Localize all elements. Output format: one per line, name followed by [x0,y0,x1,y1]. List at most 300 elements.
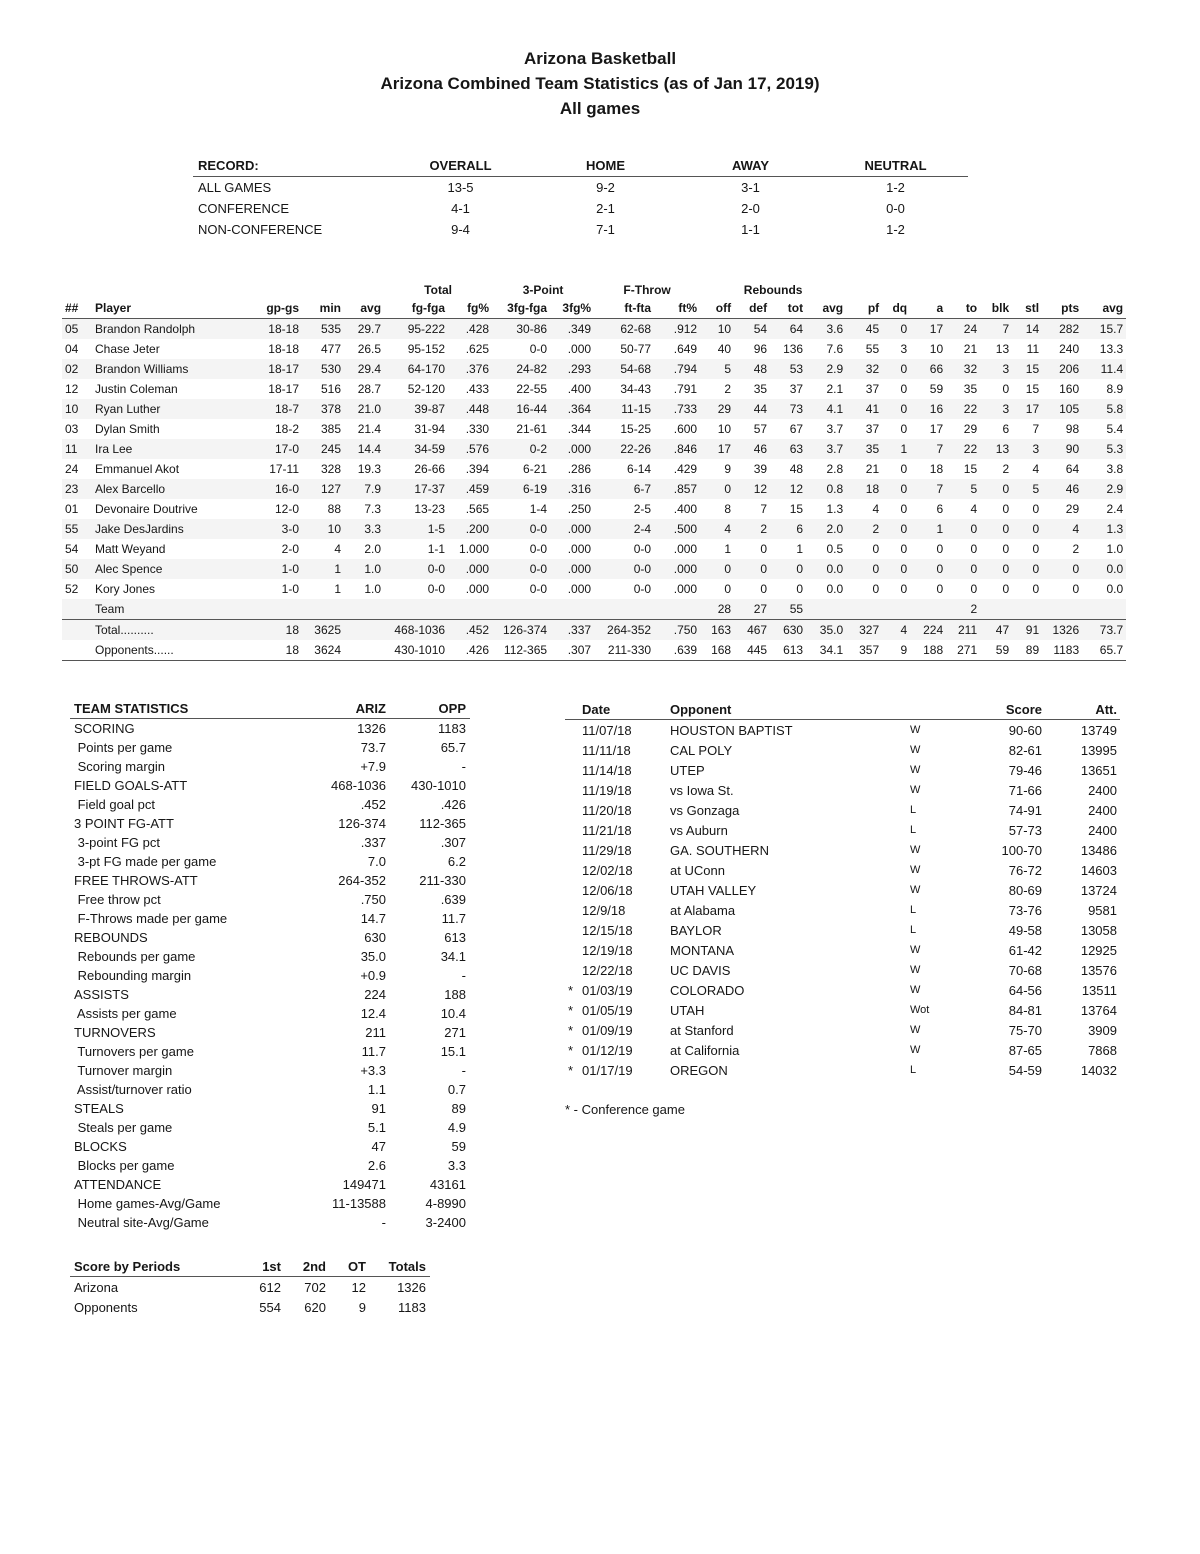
cell: 19.3 [357,462,382,476]
cell: * [568,1022,574,1038]
cell: .286 [567,462,592,476]
cell: .912 [673,322,698,336]
cell: 91 [1025,623,1040,637]
cell: 100-70 [1001,842,1042,858]
record-header-row [193,155,968,177]
cell: 136 [783,342,804,356]
cell [550,599,594,620]
column-header: dq [882,298,910,319]
cell: 3.6 [826,322,844,336]
cell: 89 [1025,643,1040,657]
table-row [565,760,1120,780]
column-header: off [700,298,734,319]
report-title-block [0,46,1200,121]
cell: 26-66 [414,462,446,476]
cell: 15 [963,462,978,476]
cell: 21.4 [357,422,382,436]
cell: 9-4 [451,222,470,237]
team-stats-table [70,699,470,1232]
cell: * [568,982,574,998]
cell: 3 [1002,362,1010,376]
cell: 90-60 [1008,722,1042,738]
cell: .750 [673,623,698,637]
cell: .791 [673,382,698,396]
cell: 10 [717,422,732,436]
cell: 0 [900,362,908,376]
table-row [565,820,1120,840]
cell: 6-14 [627,462,652,476]
cell: 22 [963,442,978,456]
cell: Home games-Avg/Game [74,1196,221,1211]
cell: 163 [711,623,732,637]
cell: 32 [963,362,978,376]
cell: 32 [865,362,880,376]
group-header-3point: 3-Point [522,283,564,297]
column-header: gp-gs [254,298,302,319]
cell: .600 [673,422,698,436]
cell: 0-0 [427,582,446,596]
cell: 11 [65,442,78,456]
table-row [70,890,470,909]
cell: 0 [970,562,978,576]
table-row [62,419,1126,439]
cell: .426 [465,643,490,657]
cell: 17 [1025,402,1040,416]
table-row [70,776,470,795]
table-row [70,1213,470,1232]
cell: 96 [753,342,768,356]
cell: 0 [1002,502,1010,516]
cell: 112-365 [419,816,466,831]
column-header: 3fg-fga [492,298,550,319]
cell: 1 [724,542,732,556]
cell: .316 [567,482,592,496]
cell: 89 [451,1101,466,1116]
cell: 37 [865,382,880,396]
cell: 327 [859,623,880,637]
cell: 34-59 [414,442,446,456]
cell [62,640,92,661]
cell [492,599,550,620]
cell: 50-77 [620,342,652,356]
cell: Rebounds per game [74,949,196,964]
cell: 430-1010 [411,778,466,793]
cell [846,599,882,620]
cell [565,840,579,860]
cell [1012,599,1042,620]
cell: STEALS [74,1101,124,1116]
cell: 613 [444,930,466,945]
table-row [70,1175,470,1194]
cell: 0 [1002,582,1010,596]
cell: 34.1 [440,949,466,964]
cell: Wot [910,1004,930,1016]
cell: * [568,1002,574,1018]
column-header: Score [967,699,1045,720]
column-header: avg [806,298,846,319]
cell: Arizona [74,1279,119,1295]
cell: NON-CONFERENCE [198,222,323,237]
column-header: def [734,298,770,319]
table-row [565,1000,1120,1020]
cell: 1-2 [886,222,905,237]
cell: 17-0 [274,442,299,456]
cell: 2.0 [826,522,844,536]
cell: 8 [724,502,732,516]
cell: 3-2400 [425,1215,466,1230]
table-row [62,640,1126,661]
cell: 14032 [1080,1062,1117,1078]
cell: 10 [327,522,341,536]
cell: .307 [440,835,466,850]
column-header: avg [1082,298,1126,319]
cell: 11-15 [621,402,652,416]
table-row [70,1061,470,1080]
column-header: Att. [1045,699,1120,720]
cell: 46 [753,442,768,456]
cell: W [910,844,921,856]
column-header: HOME [533,155,678,177]
cell: 9 [358,1299,366,1315]
cell: 477 [320,342,341,356]
cell: 7.9 [364,482,382,496]
cell: 2400 [1088,822,1117,838]
cell: 2.6 [367,1158,386,1173]
column-header: Date [579,699,667,720]
cell: 46 [1065,482,1080,496]
cell: 76-72 [1008,862,1042,878]
cell: 3-0 [281,522,299,536]
cell: 10 [717,322,732,336]
cell: at UConn [670,862,725,878]
cell: 8.9 [1106,382,1124,396]
team-statistics-column [70,699,470,1317]
cell: 445 [747,643,768,657]
cell: 16-0 [274,482,299,496]
cell: 1326 [1052,623,1080,637]
cell [62,599,92,620]
cell: 12925 [1080,942,1117,958]
group-header-spacer [846,280,1126,298]
cell: 17-37 [414,482,446,496]
cell: 34.1 [819,643,844,657]
cell: SCORING [74,721,135,736]
cell: 04 [65,342,79,356]
cell: 12-0 [274,502,299,516]
cell: 0 [1072,582,1080,596]
cell: BAYLOR [670,922,722,938]
cell: 0 [900,422,908,436]
cell: .649 [673,342,698,356]
cell: 48 [789,462,804,476]
cell: 1326 [357,721,386,736]
cell: 0 [796,582,804,596]
cell: MONTANA [670,942,735,958]
cell: 1 [900,442,908,456]
cell: 70-68 [1008,962,1042,978]
cell: .428 [465,322,490,336]
cell: 0-0 [529,562,548,576]
cell: 6.2 [447,854,466,869]
table-row [565,720,1120,741]
cell: 13764 [1080,1002,1117,1018]
cell: 13724 [1080,882,1117,898]
cell: 12 [753,482,768,496]
cell: 0.0 [826,582,844,596]
cell: 74-91 [1008,802,1042,818]
cell: 264-352 [607,623,652,637]
cell: Opponents...... [95,643,174,657]
cell: W [910,964,921,976]
cell [980,599,1012,620]
cell: 53 [789,362,804,376]
cell: 1.1 [367,1082,386,1097]
column-header: tot [770,298,806,319]
cell: 73 [789,402,804,416]
conference-game-footnote: * - Conference game [565,1102,685,1117]
cell: 3 [1002,402,1010,416]
cell [565,940,579,960]
lower-columns [70,699,1200,1317]
cell: 468-1036 [331,778,386,793]
cell: Turnovers per game [74,1044,194,1059]
table-row [62,439,1126,459]
cell: 52 [65,582,79,596]
cell: .000 [567,442,592,456]
table-row [62,559,1126,579]
cell: 1183 [398,1299,426,1315]
column-header: ARIZ [310,699,390,719]
cell: .452 [360,797,386,812]
cell: Kory Jones [95,582,156,596]
cell: 0 [724,582,732,596]
cell: L [910,824,917,836]
cell: 1.0 [364,562,382,576]
cell [1082,599,1126,620]
cell: W [910,764,921,776]
table-row [70,1042,470,1061]
cell: 27 [753,602,768,616]
column-header: 1st [240,1256,285,1277]
cell: .433 [465,382,490,396]
cell: 13651 [1080,762,1117,778]
cell: 90 [1065,442,1080,456]
cell: 105 [1059,402,1080,416]
cell: 12/06/18 [582,882,633,898]
cell: .337 [360,835,386,850]
cell: 63 [789,442,804,456]
team-stats-body [70,719,470,1233]
cell: 15 [789,502,804,516]
cell: 18-17 [268,362,299,376]
cell: .200 [465,522,490,536]
cell: 1.000 [459,542,490,556]
cell: 1-0 [281,562,299,576]
cell: * [568,1042,574,1058]
cell: 5.3 [1106,442,1124,456]
report-scope: All games [559,99,641,118]
cell: 13486 [1080,842,1117,858]
cell: BLOCKS [74,1139,127,1154]
cell [565,860,579,880]
column-header: ft-fta [594,298,654,319]
cell: 0 [970,542,978,556]
cell: 3 [1032,442,1040,456]
cell: 1-1 [427,542,446,556]
cell: 0 [936,542,944,556]
cell: 54 [753,322,768,336]
cell: OREGON [670,1062,728,1078]
cell: 31-94 [414,422,446,436]
cell: 12/02/18 [582,862,633,878]
cell: 1-4 [529,502,548,516]
cell: 12 [65,382,79,396]
cell: 11/20/18 [582,802,632,818]
cell: 264-352 [338,873,386,888]
cell: 01 [65,502,79,516]
cell: .459 [465,482,490,496]
table-row [70,1277,430,1298]
cell: +0.9 [360,968,386,983]
report-title: Arizona Basketball [523,49,677,68]
cell: 1.3 [1106,522,1124,536]
cell: 4 [724,522,732,536]
cell: 0 [760,542,768,556]
cell: 0 [900,562,908,576]
cell [565,900,579,920]
cell: 9581 [1088,902,1117,918]
cell: 160 [1059,382,1080,396]
table-row [70,833,470,852]
table-row [62,620,1126,641]
table-row [70,1194,470,1213]
cell: 0 [1072,562,1080,576]
cell: 1-1 [741,222,760,237]
cell: W [910,1024,921,1036]
cell: 13-23 [414,502,446,516]
column-header: Opponent [667,699,907,720]
cell: 4.1 [826,402,844,416]
column-header: Score by Periods [70,1256,240,1277]
cell: F-Throws made per game [74,911,228,926]
cell: 0 [1002,542,1010,556]
cell [565,780,579,800]
cell: 0 [796,562,804,576]
cell [565,820,579,840]
cell: 12 [789,482,804,496]
table-row [193,198,968,219]
group-header-rebounds: Rebounds [743,283,803,297]
cell: 2 [1002,462,1010,476]
cell: L [910,904,917,916]
cell: 54-59 [1008,1062,1042,1078]
column-header: OPP [390,699,470,719]
cell: 35 [963,382,978,396]
cell: 7 [936,482,944,496]
cell: 0 [900,502,908,516]
table-row [62,599,1126,620]
cell: 2-1 [596,201,615,216]
cell: 0 [970,522,978,536]
cell: ATTENDANCE [74,1177,162,1192]
column-header [907,699,967,720]
cell: .349 [567,322,592,336]
cell: 7 [1002,322,1010,336]
cell: 0-0 [427,562,446,576]
cell [565,740,579,760]
cell: 39 [753,462,768,476]
cell: 2.4 [1106,502,1124,516]
cell: 43161 [429,1177,466,1192]
table-row [565,740,1120,760]
cell: 14.4 [357,442,382,456]
cell: Dylan Smith [95,422,160,436]
cell [62,620,92,641]
cell: 13 [995,442,1010,456]
cell: .857 [673,482,698,496]
cell: 12.4 [360,1006,386,1021]
cell: Neutral site-Avg/Game [74,1215,209,1230]
table-row [70,1080,470,1099]
cell: 211-330 [419,873,466,888]
column-header: 3fg% [550,298,594,319]
cell: 34-43 [620,382,652,396]
cell: 30-86 [516,322,548,336]
cell: CONFERENCE [198,201,290,216]
cell [448,599,492,620]
cell: 1 [936,522,944,536]
cell: 0 [760,562,768,576]
cell [594,599,654,620]
cell: 554 [259,1299,281,1315]
cell: 2-0 [741,201,760,216]
cell: 282 [1059,322,1080,336]
cell: CAL POLY [670,742,733,758]
cell: 18 [285,623,299,637]
cell: 1-5 [427,522,446,536]
team-stats-header-row [70,699,470,719]
cell: 16 [929,402,944,416]
cell: 75-70 [1008,1022,1042,1038]
game-log-header-row [565,699,1120,720]
column-header: NEUTRAL [823,155,968,177]
table-row [193,219,968,240]
cell: 02 [65,362,79,376]
cell: 50 [65,562,79,576]
cell: 88 [327,502,341,516]
cell: 13511 [1081,982,1117,998]
cell: 2 [872,522,880,536]
cell: 15 [1025,382,1040,396]
cell: 188 [444,987,466,1002]
cell: .448 [465,402,490,416]
cell: W [910,884,921,896]
cell: 6 [1002,422,1010,436]
table-row [565,860,1120,880]
cell: 6 [796,522,804,536]
table-row [62,359,1126,379]
cell: Assist/turnover ratio [74,1082,192,1097]
column-header: Totals [370,1256,430,1277]
cell: .330 [465,422,490,436]
cell: .452 [465,623,490,637]
cell: Ira Lee [95,442,133,456]
cell: 3.8 [1106,462,1124,476]
table-row [565,780,1120,800]
cell: 2-5 [633,502,652,516]
table-row [62,339,1126,359]
cell: 47 [995,623,1010,637]
